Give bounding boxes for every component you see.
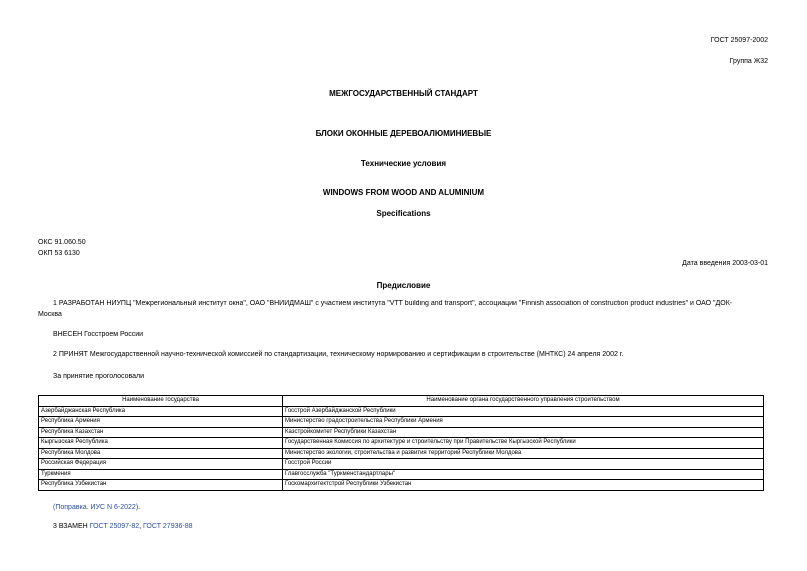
table-row	[39, 417, 764, 428]
table-row	[39, 438, 764, 449]
okp-code: ОКП 53 6130	[38, 250, 80, 257]
doc-number: ГОСТ 25097-2002	[710, 37, 768, 44]
column-header-state: Наименование государства	[39, 396, 283, 407]
table-row	[39, 480, 764, 491]
foreword-item-2: 2 ПРИНЯТ Межгосударственной научно-технической комиссией по стандартизации, техническому нормированию и сертификации в строительстве (МНТКС) 24 апреля 2002 г.	[53, 351, 624, 358]
table-header-row	[39, 396, 764, 407]
table-row	[39, 427, 764, 438]
title-en: WINDOWS FROM WOOD AND ALUMINIUM	[322, 188, 485, 197]
authority-cell: Главгосслужба "Туркменстандартлары"	[283, 469, 764, 480]
amendment-suffix: .	[138, 504, 141, 511]
state-cell: Республика Армения	[39, 417, 283, 428]
column-header-authority: Наименование органа государственного управления строительством	[283, 396, 764, 407]
replaces-separator: ,	[139, 523, 144, 530]
standard-type: МЕЖГОСУДАРСТВЕННЫЙ СТАНДАРТ	[329, 89, 478, 98]
intro-date: Дата введения 2003-03-01	[682, 260, 768, 267]
authority-cell: Госстрой Азербайджанской Республики	[283, 406, 764, 417]
table-row	[39, 448, 764, 459]
table-row	[39, 469, 764, 480]
foreword-heading: Предисловие	[376, 281, 431, 290]
state-cell: Республика Узбекистан	[39, 480, 283, 491]
authority-cell: Госстрой России	[283, 459, 764, 470]
voted-label: За принятие проголосовали	[53, 373, 145, 380]
state-cell: Туркмения	[39, 469, 283, 480]
subtitle-en: Specifications	[376, 209, 431, 218]
authority-cell: Министерство экологии, строительства и развития территорий Республики Молдова	[283, 448, 764, 459]
authority-cell: Государственная Комиссия по архитектуре и строительству при Правительстве Кыргызской Республики	[283, 438, 764, 449]
state-cell: Азербайджанская Республика	[39, 406, 283, 417]
introduced-by: ВНЕСЕН Госстроем России	[53, 331, 144, 338]
replaced-standard-link-2[interactable]: ГОСТ 27936-88	[143, 523, 193, 530]
state-cell: Республика Казахстан	[39, 427, 283, 438]
title-ru: БЛОКИ ОКОННЫЕ ДЕРЕВОАЛЮМИНИЕВЫЕ	[315, 129, 492, 138]
table-row	[39, 406, 764, 417]
doc-group: Группа Ж32	[729, 58, 768, 65]
foreword-item-1: 1 РАЗРАБОТАН НИУПЦ "Межрегиональный институт окна", ОАО "ВНИИДМАШ" с участием института "VTT building and transport", ассоциации "Finnish association of construction product industries" и ОАО "ДОК-	[53, 300, 733, 307]
voting-states-table	[38, 395, 764, 491]
authority-cell: Казстройкомитет Республики Казахстан	[283, 427, 764, 438]
replaces-prefix: 3 ВЗАМЕН	[53, 523, 90, 530]
amendment-link[interactable]: (Поправка. ИУС N 6-2022)	[53, 504, 139, 511]
state-cell: Кыргызская Республика	[39, 438, 283, 449]
oks-code: ОКС 91.060.50	[38, 239, 86, 246]
state-cell: Республика Молдова	[39, 448, 283, 459]
replaced-standard-link-1[interactable]: ГОСТ 25097-82	[89, 523, 140, 530]
subtitle-ru: Технические условия	[360, 159, 447, 168]
replaces-note	[53, 523, 193, 530]
authority-cell: Госкомархитектстрой Республики Узбекистан	[283, 480, 764, 491]
authority-cell: Министерство градостроительства Республики Армения	[283, 417, 764, 428]
foreword-item-1-continued: Москва	[38, 311, 62, 318]
amendment-note	[53, 504, 140, 511]
table-row	[39, 459, 764, 470]
state-cell: Российская Федерация	[39, 459, 283, 470]
